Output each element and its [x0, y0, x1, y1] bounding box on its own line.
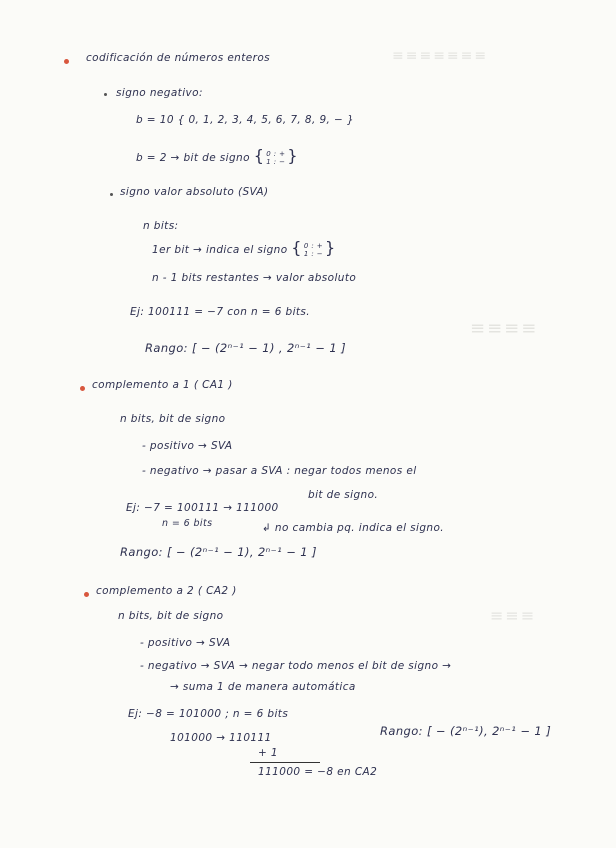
sva-first-bit-line: [152, 238, 336, 258]
sva-nbits: n bits:: [143, 220, 179, 232]
sign-negative: 1 : −: [303, 250, 323, 258]
ca2-positive: - positivo → SVA: [140, 637, 231, 649]
ca1-example: Ej: −7 = 100111 → 111000: [126, 502, 279, 514]
ca2-negative-cont: → suma 1 de manera automática: [170, 681, 356, 693]
ca2-negative: - negativo → SVA → negar todo menos el bit de signo →: [140, 660, 452, 672]
ca1-positive: - positivo → SVA: [142, 440, 233, 452]
bleed-through-mark: ≡≡≡≡≡≡≡: [392, 48, 489, 64]
brace-open: {: [291, 238, 302, 257]
bullet-dot: [110, 193, 113, 196]
ca2-calc-add: + 1: [258, 747, 279, 759]
ca2-example: Ej: −8 = 101000 ; n = 6 bits: [128, 708, 289, 720]
bullet-dot: [80, 386, 85, 391]
sva-heading: signo valor absoluto (SVA): [120, 186, 269, 198]
base2-text: b = 2 → bit de signo: [136, 152, 250, 164]
ca1-example-n: n = 6 bits: [162, 518, 213, 529]
base2-line: [136, 146, 298, 166]
base10-line: b = 10 { 0, 1, 2, 3, 4, 5, 6, 7, 8, 9, − }: [136, 114, 355, 126]
ca1-nbits: n bits, bit de signo: [120, 413, 226, 425]
sign-positive: 0 : +: [266, 150, 286, 158]
ca2-range: Rango: [ − (2ⁿ⁻¹), 2ⁿ⁻¹ − 1 ]: [380, 724, 552, 738]
sva-first-bit-text: 1er bit → indica el signo: [152, 244, 288, 256]
bleed-through-mark: ≡≡≡≡: [470, 318, 539, 339]
ca2-heading: complemento a 2 ( CA2 ): [96, 585, 237, 597]
sign-negative: 1 : −: [266, 158, 286, 166]
sva-rest-bits: n - 1 bits restantes → valor absoluto: [152, 272, 357, 284]
ca1-range: Rango: [ − (2ⁿ⁻¹ − 1), 2ⁿ⁻¹ − 1 ]: [120, 545, 317, 559]
sva-example: Ej: 100111 = −7 con n = 6 bits.: [130, 306, 311, 318]
bullet-dot: [84, 592, 89, 597]
bleed-through-mark: ≡≡≡: [490, 606, 537, 625]
brace-open: {: [253, 146, 265, 165]
ca2-calc-result: 111000 = −8 en CA2: [258, 766, 378, 778]
sign-positive: 0 : +: [303, 242, 323, 250]
ca2-nbits: n bits, bit de signo: [118, 610, 224, 622]
ca1-negative: - negativo → pasar a SVA : negar todos menos el: [142, 465, 417, 477]
brace-close: }: [325, 238, 336, 257]
ca1-example-note: ↲ no cambia pq. indica el signo.: [262, 522, 445, 534]
bullet-dot: [64, 59, 69, 64]
ca2-calc-line: 101000 → 110111: [170, 732, 272, 744]
bullet-dot: [104, 93, 107, 96]
sum-rule: [250, 762, 320, 763]
section-title: codificación de números enteros: [86, 52, 271, 64]
signed-heading: signo negativo:: [116, 87, 203, 99]
ca1-negative-cont: bit de signo.: [308, 489, 379, 501]
sva-range: Rango: [ − (2ⁿ⁻¹ − 1) , 2ⁿ⁻¹ − 1 ]: [145, 341, 347, 355]
ca1-heading: complemento a 1 ( CA1 ): [92, 379, 233, 391]
brace-close: }: [287, 146, 299, 165]
